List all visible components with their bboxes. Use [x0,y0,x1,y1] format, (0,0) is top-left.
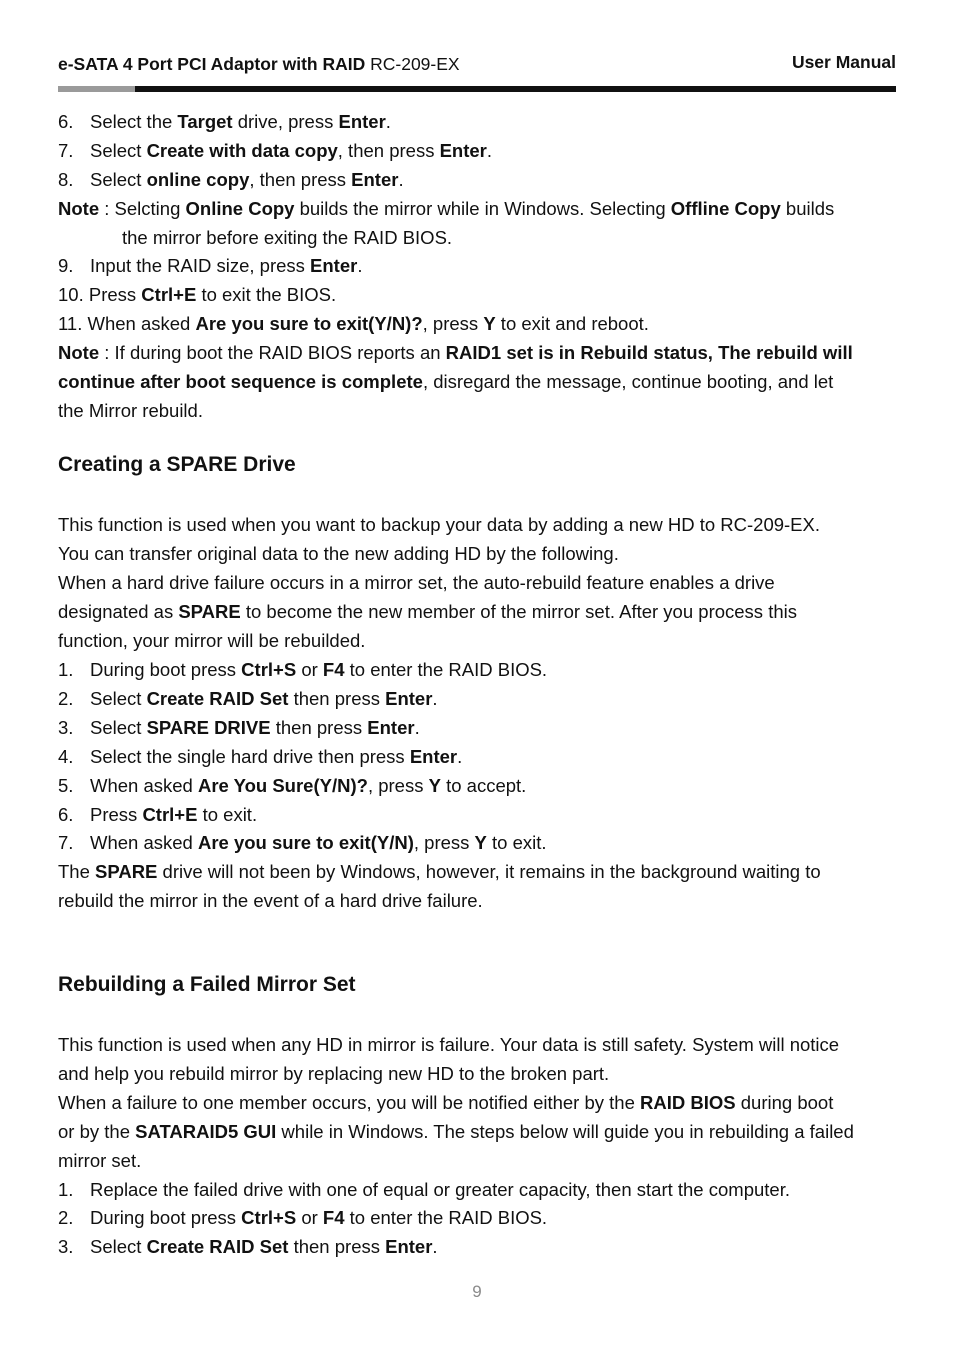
text-run: Select the single hard drive then press [90,746,410,767]
text-run: to exit. [197,804,258,825]
bold-text: online copy [146,169,250,190]
list-number: 7. [58,832,74,853]
text-line [58,1033,839,1057]
text-run: . [432,688,438,709]
text-line [58,110,391,134]
text-line [58,687,438,711]
bold-text: RAID1 set is in Rebuild status, The rebuild will [445,342,853,363]
bold-text: Y [483,313,496,334]
text-line [58,889,483,913]
text-run: . [414,717,420,738]
text-line [58,803,257,827]
text-run: to accept. [440,775,527,796]
text-run: drive, press [232,111,339,132]
list-number: 5. [58,775,74,796]
header-product-name: e-SATA 4 Port PCI Adaptor with RAID [58,54,366,74]
bold-text: Enter [409,746,458,767]
bold-text: SATARAID5 GUI [135,1121,277,1142]
text-run: , press [413,832,475,853]
text-line [58,571,775,595]
text-run: You can transfer original data to the new adding HD by the following. [58,543,619,564]
text-line [58,542,619,566]
bold-text: Y [428,775,441,796]
list-number: 8. [58,169,74,190]
text-run: to enter the RAID BIOS. [344,1207,548,1228]
text-run: builds the mirror while in Windows. Selecting [294,198,671,219]
list-number: 3. [58,717,74,738]
text-run: , press [367,775,429,796]
text-run: then press [270,717,368,738]
text-run: , then press [337,140,440,161]
text-line [58,399,203,423]
text-run: or by the [58,1121,136,1142]
section-heading [58,452,296,478]
text-run: Select [90,169,147,190]
text-line [58,513,820,537]
list-number: 9. [58,255,74,276]
text-line [58,1149,141,1173]
text-run: When asked [90,832,198,853]
text-line [58,139,492,163]
text-run: Replace the failed drive with one of equal or greater capacity, then start the computer. [90,1179,790,1200]
text-run: , then press [249,169,352,190]
text-line [58,831,547,855]
bold-text: Online Copy [185,198,295,219]
text-line [58,197,834,221]
text-run: during boot [735,1092,834,1113]
bold-text: SPARE [95,861,158,882]
bold-text: Enter [351,169,399,190]
text-run: builds [780,198,835,219]
bold-text: F4 [322,659,345,680]
header-rule-accent [58,86,135,92]
text-run: . [486,140,493,161]
list-number: 6. [58,804,74,825]
text-run: mirror set. [58,1150,142,1171]
text-line [58,1062,609,1086]
text-run: During boot press [90,659,242,680]
text-line [58,370,833,394]
list-number: 2. [58,1207,74,1228]
text-run: and help you rebuild mirror by replacing new HD to the broken part. [58,1063,610,1084]
header-manual-label: User Manual [791,52,896,72]
list-number: 1. [58,659,74,680]
text-run: 11. When asked [58,313,196,334]
text-line [122,226,452,250]
text-run: to enter the RAID BIOS. [344,659,548,680]
text-line [58,1120,854,1144]
text-run: When a failure to one member occurs, you will be notified either by the [58,1092,641,1113]
text-run: the Mirror rebuild. [58,400,203,421]
bold-text: Note [58,342,100,363]
text-line [58,283,336,307]
text-run: During boot press [90,1207,242,1228]
text-line [58,1178,790,1202]
text-run: Rebuilding a Failed Mirror Set [58,973,356,996]
bold-text: Enter [385,688,433,709]
text-run: to become the new member of the mirror set. After you process this [240,601,797,622]
header-title [58,54,460,75]
text-line [58,1235,438,1259]
text-run: function, your mirror will be rebuilded. [58,630,366,651]
bold-text: Y [474,832,487,853]
bold-text: SPARE DRIVE [146,717,271,738]
text-run: This function is used when you want to backup your data by adding a new HD to RC-209-EX. [58,514,821,535]
bold-text: Note [58,198,100,219]
text-line [58,860,821,884]
text-run: Select [90,140,147,161]
text-run: When asked [90,775,198,796]
text-line [58,254,362,278]
bold-text: Enter [310,255,358,276]
text-line [58,341,853,365]
text-line [58,658,547,682]
list-number: 3. [58,1236,74,1257]
text-run: or [296,1207,323,1228]
text-run: while in Windows. The steps below will guide you in rebuilding a failed [276,1121,854,1142]
text-run: then press [288,688,386,709]
text-run: , disregard the message, continue booting, and let [422,371,834,392]
page-header [58,52,896,78]
text-run: Select [90,688,147,709]
text-line [58,745,462,769]
text-run: or [296,659,323,680]
list-number: 6. [58,111,74,132]
text-run: Select [90,717,147,738]
bold-text: SPARE [178,601,241,622]
text-run: This function is used when any HD in mirror is failure. Your data is still safety. System will notice [58,1034,840,1055]
list-number: 2. [58,688,74,709]
bold-text: Ctrl+S [241,1207,297,1228]
text-line [58,600,797,624]
text-run: . [357,255,363,276]
text-run: designated as [58,601,179,622]
text-line [58,168,404,192]
text-run: then press [288,1236,386,1257]
bold-text: Enter [385,1236,433,1257]
bold-text: Create with data copy [146,140,338,161]
text-line [58,1206,547,1230]
text-run: Select the [90,111,178,132]
text-run: to exit. [486,832,547,853]
bold-text: continue after boot sequence is complete [58,371,423,392]
text-line [58,774,526,798]
bold-text: Create RAID Set [146,688,289,709]
bold-text: Are you sure to exit(Y/N)? [195,313,423,334]
text-run: : Selcting [99,198,186,219]
text-run: . [398,169,404,190]
text-run: 10. Press [58,284,142,305]
bold-text: Create RAID Set [146,1236,289,1257]
text-run: Creating a SPARE Drive [58,453,296,476]
list-number: 4. [58,746,74,767]
page-number: 9 [472,1282,482,1301]
text-run: the mirror before exiting the RAID BIOS. [122,227,453,248]
section-heading [58,972,356,998]
list-number: 7. [58,140,74,161]
text-line [58,1091,833,1115]
bold-text: Enter [338,111,386,132]
text-run: to exit and reboot. [495,313,649,334]
bold-text: Ctrl+E [142,804,198,825]
text-run: . [432,1236,438,1257]
bold-text: Are you sure to exit(Y/N) [197,832,414,853]
text-line [58,312,649,336]
text-run: Select [90,1236,147,1257]
bold-text: Are You Sure(Y/N)? [197,775,368,796]
header-rule [58,86,896,92]
text-run: Press [90,804,143,825]
text-run: drive will not been by Windows, however, it remains in the background waiting to [157,861,821,882]
text-run: . [385,111,391,132]
bold-text: Enter [367,717,415,738]
header-model: RC-209-EX [370,54,460,74]
bold-text: Offline Copy [670,198,781,219]
bold-text: F4 [322,1207,345,1228]
text-run: Input the RAID size, press [90,255,311,276]
text-run: The [58,861,96,882]
bold-text: Target [177,111,233,132]
text-run: : If during boot the RAID BIOS reports an [99,342,446,363]
text-line [58,716,420,740]
text-run: to exit the BIOS. [196,284,337,305]
text-run: . [457,746,463,767]
bold-text: Enter [439,140,487,161]
text-run: , press [422,313,484,334]
list-number: 1. [58,1179,74,1200]
bold-text: Ctrl+E [141,284,197,305]
text-run: rebuild the mirror in the event of a hard drive failure. [58,890,483,911]
bold-text: RAID BIOS [640,1092,736,1113]
text-run: When a hard drive failure occurs in a mirror set, the auto-rebuild feature enables a drive [58,572,775,593]
bold-text: Ctrl+S [241,659,297,680]
text-line [58,629,365,653]
